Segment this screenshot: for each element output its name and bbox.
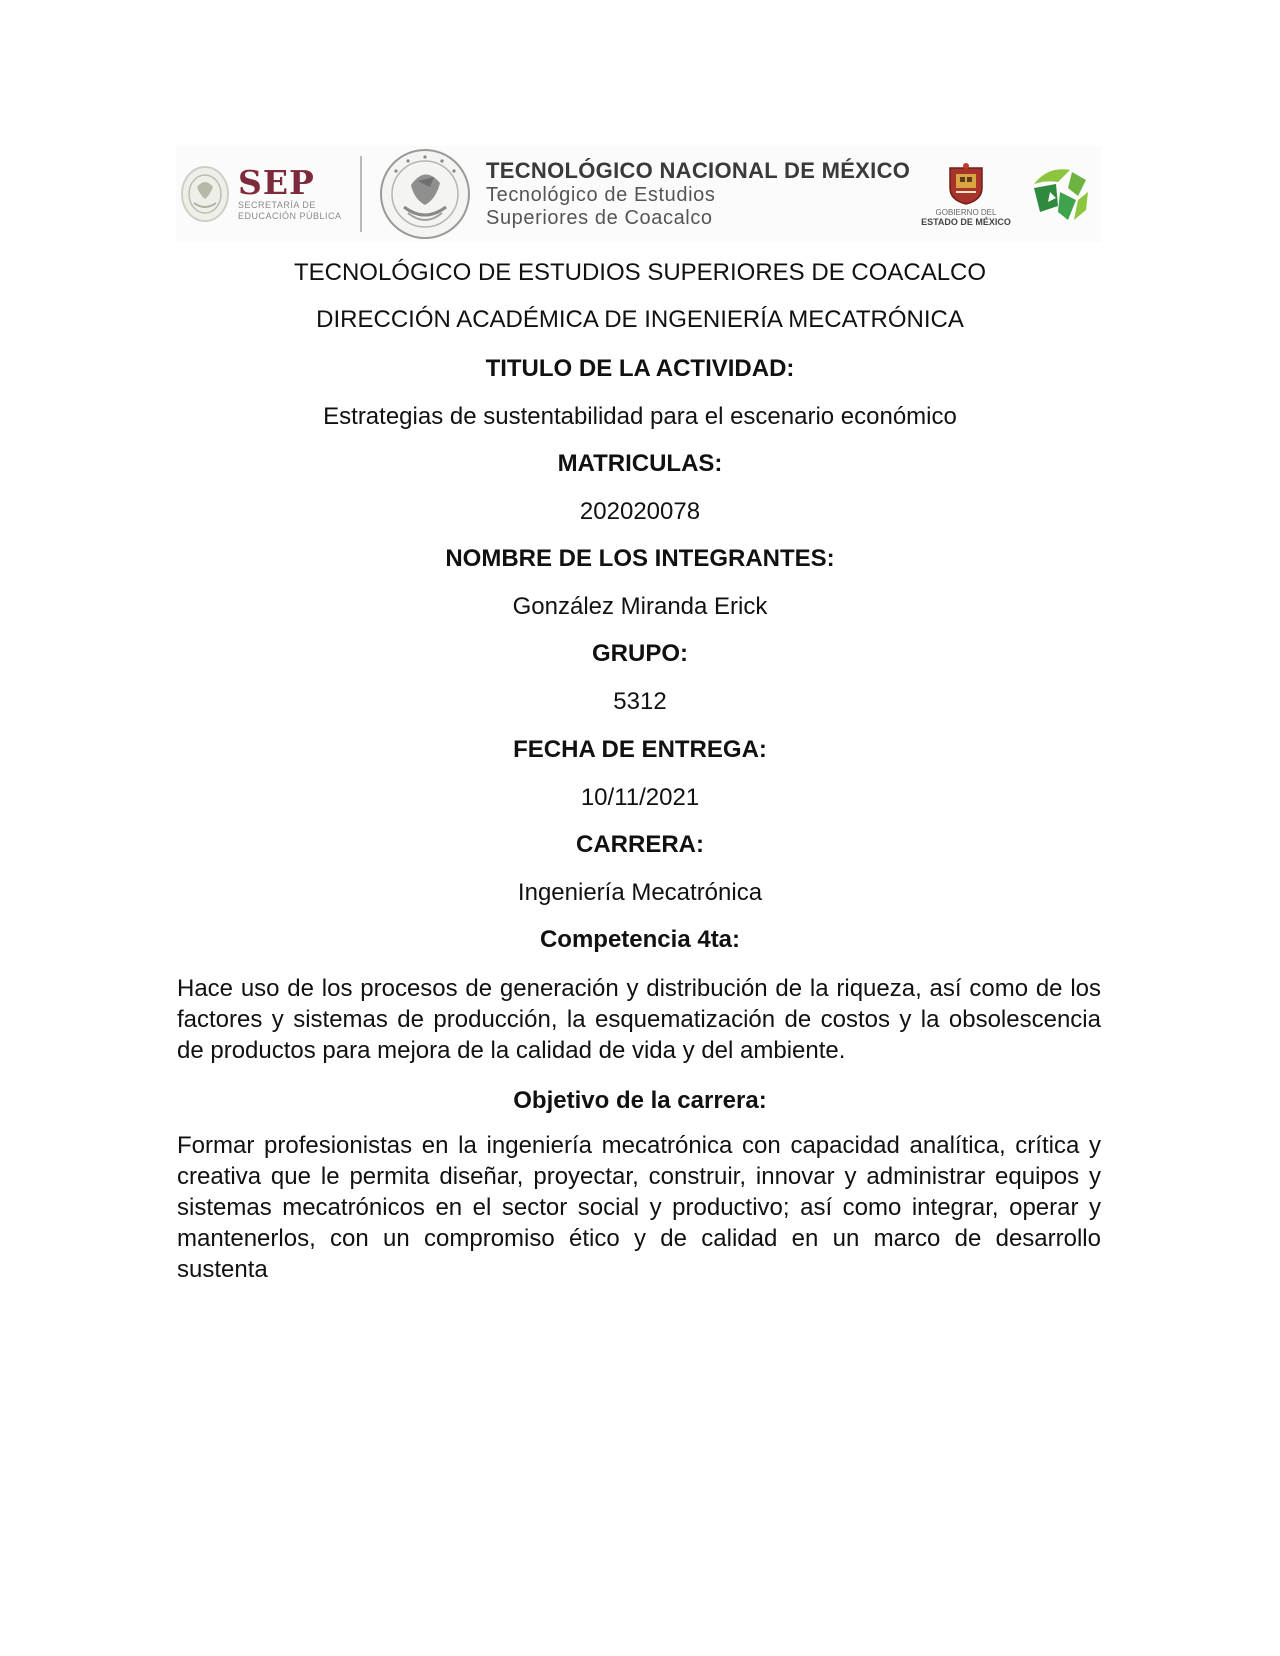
objective-paragraph: Formar profesionistas en la ingeniería mecatrónica con capacidad analítica, crítica y creativa que le permita diseñar, proyectar, construir, innovar y administrar equipos y sistemas mecatrónicos en el sector social y productivo; así como integrar, operar y mantenerlos, con un compromiso ético y de calidad en un marco de desarrollo sustenta (177, 1132, 1101, 1283)
career-value: Ingeniería Mecatrónica (517, 879, 763, 906)
gobierno-line1: GOBIERNO DEL (935, 207, 997, 217)
national-seal-icon (378, 147, 472, 241)
sep-logo (176, 146, 354, 242)
competence-label: Competencia 4ta: (539, 926, 741, 953)
enrollment-label: MATRICULAS: (557, 450, 723, 477)
group-label: GRUPO: (592, 640, 688, 667)
tnm-subtitle-line1: Tecnológico de Estudios (486, 184, 716, 206)
header-divider (360, 156, 362, 232)
sep-subtitle-line1: SECRETARÍA DE (238, 200, 316, 210)
sep-wordmark: SEP (238, 163, 315, 202)
due-date-label: FECHA DE ENTREGA: (513, 736, 767, 763)
gobierno-edomex-logo (910, 162, 1022, 227)
institution-name: TECNOLÓGICO DE ESTUDIOS SUPERIORES DE COACALCO (293, 259, 987, 286)
tesc-logo-icon (1028, 162, 1092, 226)
mexican-coat-of-arms-icon (180, 165, 230, 223)
members-label: NOMBRE DE LOS INTEGRANTES: (445, 545, 835, 572)
objective-label: Objetivo de la carrera: (513, 1087, 767, 1114)
header-logo-banner (176, 146, 1101, 242)
gobierno-line2: ESTADO DE MÉXICO (921, 216, 1011, 227)
members-value: González Miranda Erick (512, 593, 768, 620)
competence-paragraph: Hace uso de los procesos de generación y distribución de la riqueza, así como de los factores y sistemas de producción, la esquematización de costos y la obsolescencia de productos para mejora de la calidad de vida y del ambiente. (177, 975, 1101, 1064)
group-value: 5312 (613, 688, 667, 715)
activity-title-label: TITULO DE LA ACTIVIDAD: (485, 355, 795, 382)
activity-title-value: Estrategias de sustentabilidad para el escenario económico (323, 403, 957, 430)
sep-subtitle-line2: EDUCACIÓN PÚBLICA (238, 211, 342, 221)
tnm-subtitle-line2: Superiores de Coacalco (486, 207, 713, 229)
academic-direction: DIRECCIÓN ACADÉMICA DE INGENIERÍA MECATRÓNICA (316, 306, 964, 333)
career-label: CARRERA: (576, 831, 704, 858)
tnm-title: TECNOLÓGICO NACIONAL DE MÉXICO (486, 158, 911, 183)
tnm-logo-text (486, 158, 911, 230)
due-date-value: 10/11/2021 (580, 784, 700, 811)
enrollment-value: 202020078 (579, 498, 701, 525)
state-shield-icon (946, 162, 986, 206)
